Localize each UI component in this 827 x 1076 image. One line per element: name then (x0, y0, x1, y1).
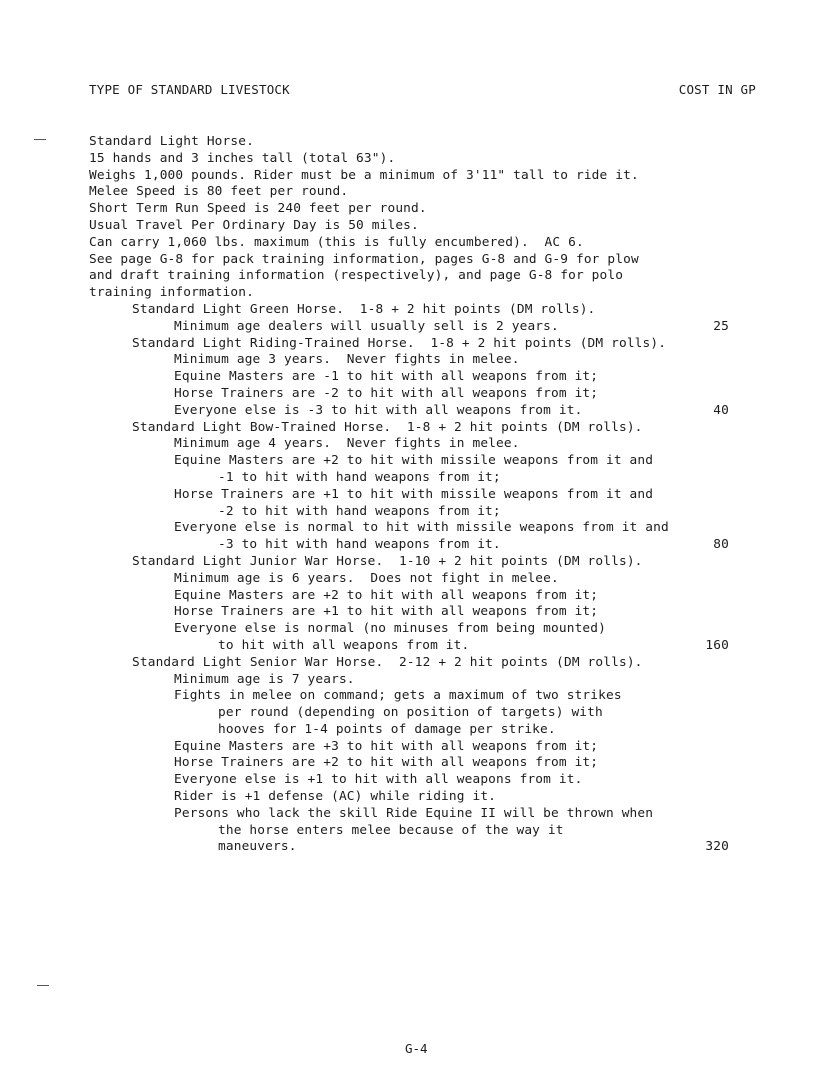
line-text: Usual Travel Per Ordinary Day is 50 miles. (89, 217, 419, 233)
text-line (89, 655, 759, 672)
line-text: Persons who lack the skill Ride Equine II will be thrown when (174, 805, 654, 821)
text-line (89, 235, 759, 252)
line-text: Minimum age 4 years. Never fights in melee. (174, 436, 520, 452)
text-line (89, 470, 759, 487)
line-text: Minimum age dealers will usually sell is 2 years. (174, 318, 559, 334)
line-text: Standard Light Bow-Trained Horse. 1-8 + 2 hit points (DM rolls). (132, 419, 643, 435)
line-text: Fights in melee on command; gets a maximum of two strikes (174, 688, 622, 704)
text-line (89, 436, 759, 453)
line-text: Standard Light Horse. (89, 134, 254, 149)
text-line (89, 386, 759, 403)
cost-value: 40 (713, 402, 729, 418)
text-line (89, 487, 759, 504)
text-line (89, 604, 759, 621)
line-text: Equine Masters are +2 to hit with all weapons from it; (174, 587, 599, 603)
cost-value: 320 (705, 839, 729, 855)
text-line (89, 739, 759, 756)
cost-value: 80 (713, 537, 729, 553)
line-text: Minimum age is 7 years. (174, 671, 355, 687)
text-line (89, 168, 759, 185)
line-text: Horse Trainers are +1 to hit with missile weapons from it and (174, 486, 654, 502)
line-text: Minimum age 3 years. Never fights in melee. (174, 352, 520, 368)
text-line (89, 352, 759, 369)
text-line (89, 453, 759, 470)
line-text: to hit with all weapons from it. (218, 637, 470, 653)
text-line (89, 722, 759, 739)
text-line (89, 554, 759, 571)
line-text: Minimum age is 6 years. Does not fight in melee. (174, 570, 559, 586)
text-line (89, 823, 759, 840)
text-line (89, 403, 759, 420)
line-text: Horse Trainers are +1 to hit with all weapons from it; (174, 604, 599, 620)
text-line (89, 319, 759, 336)
text-line (89, 705, 759, 722)
column-header-livestock-type: TYPE OF STANDARD LIVESTOCK (89, 82, 290, 97)
cost-value: 25 (713, 318, 729, 334)
line-text: Equine Masters are +2 to hit with missile weapons from it and (174, 453, 654, 469)
line-text: Equine Masters are +3 to hit with all weapons from it; (174, 738, 599, 754)
line-text: See page G-8 for pack training information, pages G-8 and G-9 for plow (89, 251, 639, 267)
line-text: Melee Speed is 80 feet per round. (89, 184, 349, 200)
text-line (89, 504, 759, 521)
column-header-cost: COST IN GP (678, 82, 756, 97)
text-line (89, 134, 759, 151)
text-line (89, 638, 759, 655)
line-text: Horse Trainers are +2 to hit with all weapons from it; (174, 755, 599, 771)
text-line (89, 285, 759, 302)
text-line (89, 789, 759, 806)
scan-mark (37, 985, 49, 986)
text-line (89, 420, 759, 437)
line-text: training information. (89, 285, 254, 301)
cost-value: 160 (705, 637, 729, 653)
text-line (89, 302, 759, 319)
text-line (89, 588, 759, 605)
text-line (89, 151, 759, 168)
text-line (89, 336, 759, 353)
line-text: per round (depending on position of targets) with (218, 705, 603, 721)
text-line (89, 369, 759, 386)
text-line (89, 688, 759, 705)
text-line (89, 839, 759, 856)
line-text: Equine Masters are -1 to hit with all weapons from it; (174, 369, 599, 385)
line-text: the horse enters melee because of the way it (218, 822, 564, 838)
line-text: Weighs 1,000 pounds. Rider must be a minimum of 3'11" tall to ride it. (89, 167, 639, 183)
line-text: maneuvers. (218, 839, 297, 855)
text-line (89, 520, 759, 537)
text-line (89, 252, 759, 269)
text-line (89, 672, 759, 689)
line-text: Standard Light Junior War Horse. 1-10 + 2 hit points (DM rolls). (132, 553, 643, 569)
line-text: -2 to hit with hand weapons from it; (218, 503, 501, 519)
line-text: Everyone else is +1 to hit with all weapons from it. (174, 772, 583, 788)
line-text: Can carry 1,060 lbs. maximum (this is fully encumbered). AC 6. (89, 234, 584, 250)
line-text: -1 to hit with hand weapons from it; (218, 469, 501, 485)
scan-mark (34, 139, 46, 140)
text-line (89, 755, 759, 772)
text-line (89, 201, 759, 218)
line-text: Horse Trainers are -2 to hit with all weapons from it; (174, 385, 599, 401)
page-number: G-4 (405, 1041, 428, 1056)
text-line (89, 772, 759, 789)
text-line (89, 571, 759, 588)
line-text: Standard Light Green Horse. 1-8 + 2 hit points (DM rolls). (132, 301, 596, 317)
line-text: Everyone else is normal to hit with missile weapons from it and (174, 520, 669, 536)
text-line (89, 184, 759, 201)
text-line (89, 621, 759, 638)
line-text: Standard Light Riding-Trained Horse. 1-8 + 2 hit points (DM rolls). (132, 335, 667, 351)
line-text: Standard Light Senior War Horse. 2-12 + 2 hit points (DM rolls). (132, 654, 643, 670)
line-text: Short Term Run Speed is 240 feet per round. (89, 201, 427, 217)
line-text: Everyone else is -3 to hit with all weapons from it. (174, 402, 583, 418)
text-line (89, 268, 759, 285)
text-line (89, 806, 759, 823)
text-line (89, 537, 759, 554)
line-text: 15 hands and 3 inches tall (total 63"). (89, 150, 396, 166)
line-text: Rider is +1 defense (AC) while riding it. (174, 789, 497, 805)
text-line (89, 218, 759, 235)
document-body (89, 134, 759, 856)
line-text: -3 to hit with hand weapons from it. (218, 537, 501, 553)
line-text: hooves for 1-4 points of damage per strike. (218, 721, 556, 737)
line-text: Everyone else is normal (no minuses from being mounted) (174, 621, 606, 637)
line-text: and draft training information (respectively), and page G-8 for polo (89, 268, 624, 284)
